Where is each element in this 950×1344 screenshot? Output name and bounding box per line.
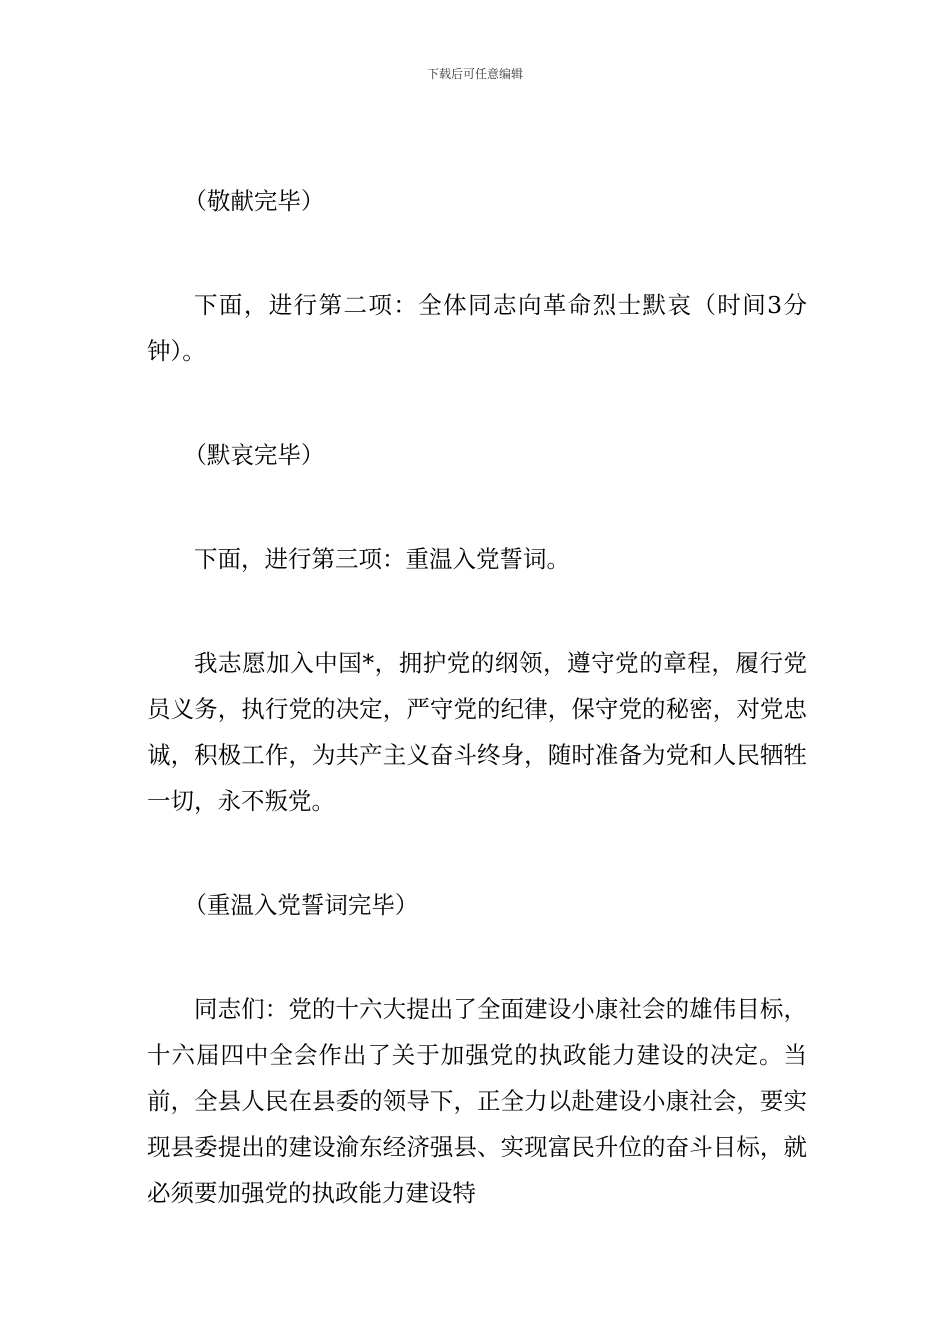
paragraph-silence-done: （默哀完毕） bbox=[183, 441, 325, 469]
paragraph-speech: 同志们：党的十六大提出了全面建设小康社会的雄伟目标，十六届四中全会作出了关于加强党的执政能力建设的决定。当前，全县人民在县委的领导下，正全力以赴建设小康社会，要实现县委提出的建设渝东经济强县、实现富民升位的奋斗目标，就必须要加强党的执政能力建设特 bbox=[147, 995, 807, 1207]
paragraph-tribute-done: （敬献完毕） bbox=[183, 187, 325, 215]
paragraph-oath-done: （重温入党誓词完毕） bbox=[183, 891, 419, 919]
page-header: 下载后可任意编辑 bbox=[426, 67, 523, 81]
paragraph-oath: 我志愿加入中国*，拥护党的纲领，遵守党的章程，履行党员义务，执行党的决定，严守党的纪律，保守党的秘密，对党忠诚，积极工作，为共产主义奋斗终身，随时准备为党和人民牺牲一切，永不叛党。 bbox=[147, 649, 807, 815]
paragraph-item-three: 下面，进行第三项：重温入党誓词。 bbox=[194, 545, 570, 573]
document-body bbox=[147, 178, 807, 1216]
paragraph-item-two: 下面，进行第二项：全体同志向革命烈士默哀（时间3分钟）。 bbox=[147, 291, 807, 365]
